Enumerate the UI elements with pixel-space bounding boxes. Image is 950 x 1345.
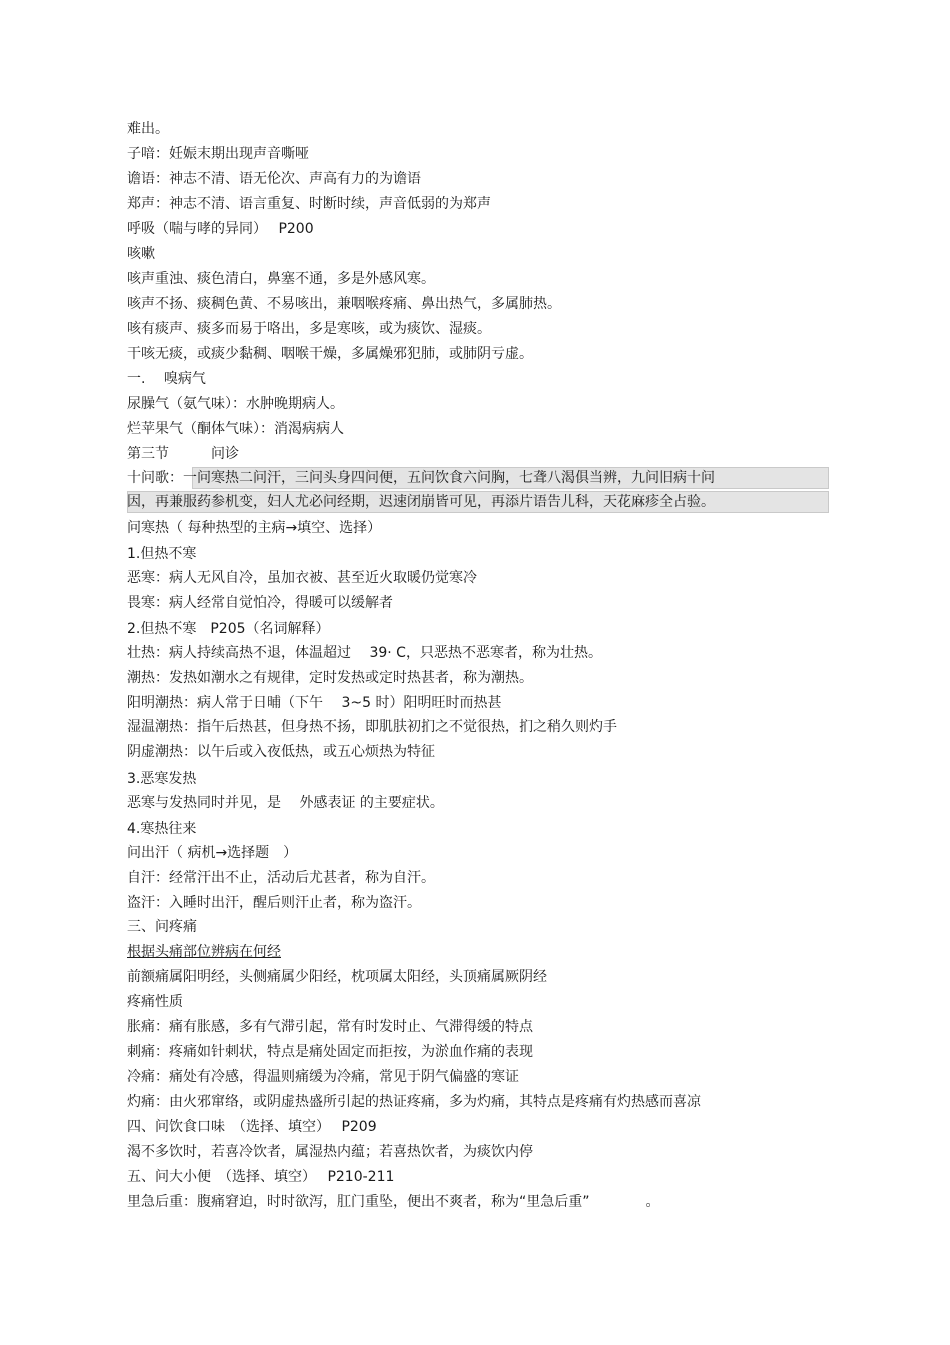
text-line: 胀痛：痛有胀感，多有气滞引起，常有时发时止、气滞得缓的特点 bbox=[127, 1019, 533, 1035]
text-line: 一. 嗅病气 bbox=[127, 371, 206, 387]
text-line: 湿温潮热：指午后热甚，但身热不扬，即肌肤初扪之不觉很热，扪之稍久则灼手 bbox=[127, 719, 617, 735]
text-line: 咳声不扬、痰稠色黄、不易咳出，兼咽喉疼痛、鼻出热气，多属肺热。 bbox=[127, 296, 561, 312]
text-line: 干咳无痰，或痰少黏稠、咽喉干燥，多属燥邪犯肺，或肺阴亏虚。 bbox=[127, 346, 533, 362]
text-line: 前额痛属阳明经，头侧痛属少阳经，枕项属太阳经，头顶痛属厥阴经 bbox=[127, 969, 547, 985]
text-line: 阳明潮热：病人常于日晡（下午 3~5 时）阳明旺时而热甚 bbox=[127, 695, 502, 711]
section-heading: 第三节 问诊 bbox=[127, 446, 239, 462]
text-line: 潮热：发热如潮水之有规律，定时发热或定时热甚者，称为潮热。 bbox=[127, 670, 533, 686]
text-line: 壮热：病人持续高热不退，体温超过 39· C，只恶热不恶寒者，称为壮热。 bbox=[127, 645, 602, 661]
text-line: 灼痛：由火邪窜络，或阴虚热盛所引起的热证疼痛，多为灼痛，其特点是疼痛有灼热感而喜凉 bbox=[127, 1094, 701, 1110]
text-line: 1.但热不寒 bbox=[127, 546, 197, 562]
text-line: 尿臊气（氨气味）：水肿晚期病人。 bbox=[127, 396, 344, 412]
text-line: 咳声重浊、痰色清白，鼻塞不通，多是外感风寒。 bbox=[127, 271, 435, 287]
text-line: 三、问疼痛 bbox=[127, 919, 197, 935]
text-line: 呼吸（喘与哮的异同） P200 bbox=[127, 221, 314, 237]
text-line: 咳有痰声、痰多而易于咯出，多是寒咳，或为痰饮、湿痰。 bbox=[127, 321, 491, 337]
text-line: 子喑：妊娠末期出现声音嘶哑 bbox=[127, 146, 309, 162]
text-line: 2.但热不寒 P205（名词解释） bbox=[127, 621, 330, 637]
text-line: 问寒热（ 每种热型的主病→填空、选择） bbox=[127, 520, 382, 536]
text-line: 四、问饮食口味 （选择、填空） P209 bbox=[127, 1119, 377, 1135]
text-line: 疼痛性质 bbox=[127, 994, 183, 1010]
text-line: 难出。 bbox=[127, 121, 169, 137]
text-line: 谵语：神志不清、语无伦次、声高有力的为谵语 bbox=[127, 171, 421, 187]
text-line: 因，再兼服药参机变，妇人尤必问经期，迟速闭崩皆可见，再添片语告儿科，天花麻疹全占验。 bbox=[127, 494, 715, 510]
text-line: 盗汗：入睡时出汗，醒后则汗止者，称为盗汗。 bbox=[127, 895, 421, 911]
text-line: 畏寒：病人经常自觉怕冷，得暖可以缓解者 bbox=[127, 595, 393, 611]
text-line: 自汗：经常汗出不止，活动后尤甚者，称为自汗。 bbox=[127, 870, 435, 886]
text-line: 恶寒与发热同时并见，是 外感表证 的主要症状。 bbox=[127, 795, 444, 811]
text-line: 渴不多饮时，若喜冷饮者，属湿热内蕴；若喜热饮者，为痰饮内停 bbox=[127, 1144, 533, 1160]
text-line: 十问歌：一问寒热二问汗，三问头身四问便，五问饮食六问胸，七聋八渴俱当辨，九问旧病十问 bbox=[127, 470, 715, 486]
text-line: 里急后重：腹痛窘迫，时时欲泻，肛门重坠，便出不爽者，称为“里急后重” 。 bbox=[127, 1194, 660, 1210]
text-line: 问出汗（ 病机→选择题 ） bbox=[127, 845, 298, 861]
text-line: 冷痛：痛处有冷感，得温则痛缓为冷痛，常见于阴气偏盛的寒证 bbox=[127, 1069, 519, 1085]
text-line: 阴虚潮热：以午后或入夜低热，或五心烦热为特征 bbox=[127, 744, 435, 760]
text-line: 3.恶寒发热 bbox=[127, 771, 197, 787]
text-line: 4.寒热往来 bbox=[127, 821, 197, 837]
text-line: 烂苹果气（酮体气味）：消渴病病人 bbox=[127, 421, 344, 437]
text-line: 刺痛：疼痛如针刺状，特点是痛处固定而拒按，为淤血作痛的表现 bbox=[127, 1044, 533, 1060]
underlined-heading: 根据头痛部位辨病在何经 bbox=[127, 944, 281, 960]
text-line: 五、问大小便 （选择、填空） P210-211 bbox=[127, 1169, 395, 1185]
text-line: 恶寒：病人无风自冷，虽加衣被、甚至近火取暖仍觉寒冷 bbox=[127, 570, 477, 586]
text-line: 咳嗽 bbox=[127, 246, 155, 262]
text-line: 郑声：神志不清、语言重复、时断时续，声音低弱的为郑声 bbox=[127, 196, 491, 212]
